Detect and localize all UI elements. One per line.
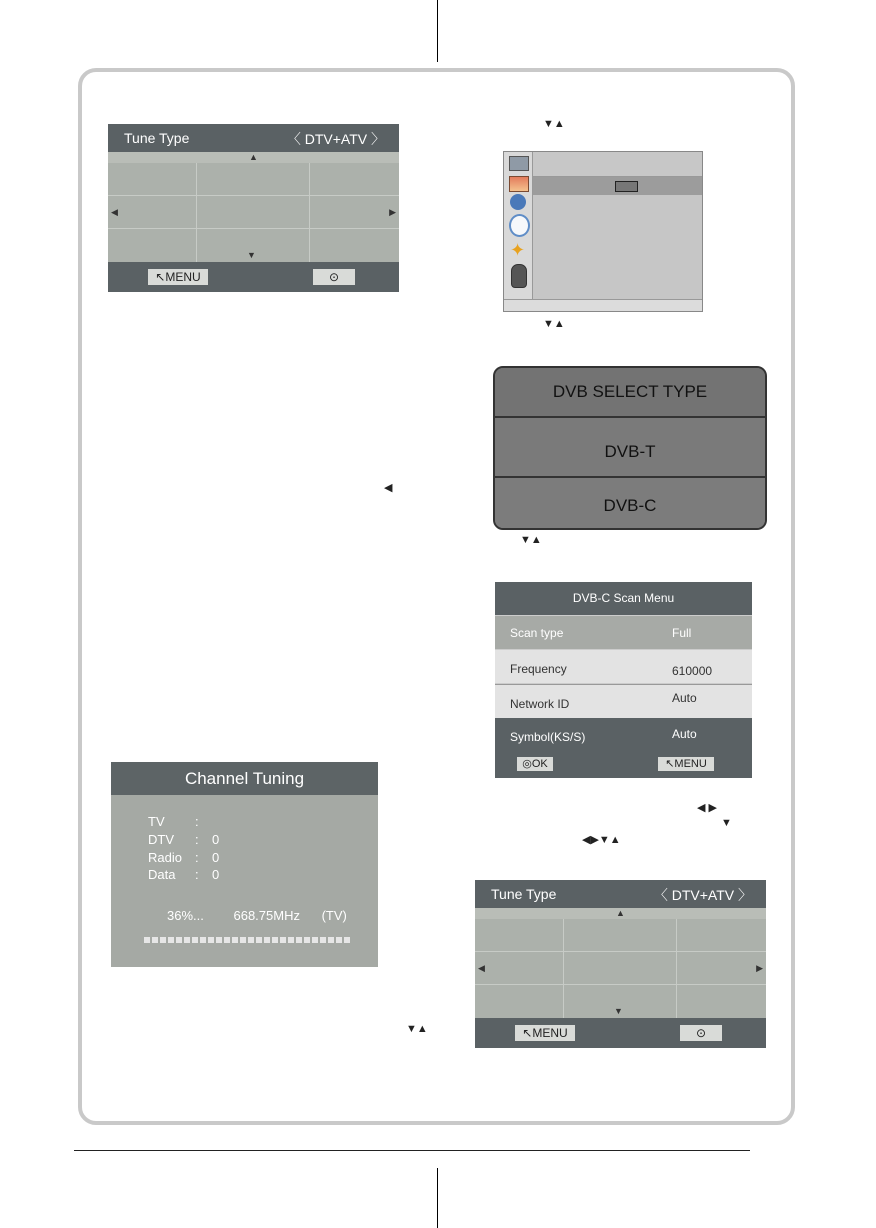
progress-segment: [336, 937, 342, 943]
clock-icon[interactable]: [509, 214, 530, 237]
menu-button[interactable]: ↖MENU: [148, 269, 208, 285]
tune-type-header: [108, 124, 399, 152]
arrow-indicator-4: ▼▲: [406, 1023, 428, 1035]
tune-footer: [475, 1018, 766, 1048]
grid-cell: [197, 163, 310, 196]
scan-row-key: Frequency: [510, 662, 567, 676]
down-arrow-icon[interactable]: ▼: [614, 1006, 623, 1016]
progress-segment: [288, 937, 294, 943]
menu-button[interactable]: ↖MENU: [515, 1025, 575, 1041]
count-tv: [148, 814, 199, 829]
progress-segment: [152, 937, 158, 943]
down-arrow-icon[interactable]: ▼: [247, 250, 256, 260]
ok-icon: ⊙: [328, 270, 340, 284]
channel-tuning-title: Channel Tuning: [111, 762, 378, 795]
scan-row-network-id[interactable]: [495, 684, 752, 718]
menu-label: MENU: [532, 1026, 568, 1040]
grid-cell: [108, 229, 197, 262]
count-colon: :: [195, 850, 199, 865]
count-colon: :: [195, 867, 199, 882]
arrow-indicator-lr: ◀ ▶: [697, 802, 717, 814]
progress-status: [167, 908, 347, 923]
count-value: 0: [212, 850, 220, 865]
progress-frequency: 668.75MHz: [233, 908, 300, 923]
tune-type-header: [475, 880, 766, 908]
progress-segment: [144, 937, 150, 943]
arrow-indicator-3: ▼▲: [520, 534, 542, 546]
menu-title-row: [533, 152, 702, 177]
progress-percent: 36%...: [167, 908, 204, 923]
menu-label: MENU: [674, 758, 707, 770]
left-arrow-icon[interactable]: ◀: [478, 963, 485, 973]
progress-segment: [184, 937, 190, 943]
scan-row-value: 610000: [672, 664, 713, 678]
arrow-indicator-all: ◀▶▼▲: [582, 834, 621, 846]
count-label: TV: [148, 814, 165, 829]
progress-segment: [248, 937, 254, 943]
ok-button[interactable]: [680, 1025, 722, 1041]
channel-tuning-panel: [111, 762, 378, 967]
progress-segment: [328, 937, 334, 943]
arrow-indicator-down: ▼: [721, 817, 732, 829]
grid-cell: [475, 985, 564, 1018]
progress-segment: [264, 937, 270, 943]
count-label: Data: [148, 867, 176, 882]
crop-mark-bottom: [437, 1168, 438, 1228]
right-arrow-icon[interactable]: ▶: [389, 207, 396, 217]
star-icon[interactable]: ✦: [510, 240, 526, 260]
progress-segment: [344, 937, 350, 943]
scan-footer: [495, 752, 752, 778]
menu-label: MENU: [165, 270, 201, 284]
right-arrow-icon[interactable]: ▶: [756, 963, 763, 973]
scan-row-value: Auto: [672, 727, 697, 741]
scroll-up-arrow[interactable]: ▲: [108, 152, 399, 163]
progress-segment: [168, 937, 174, 943]
ok-button[interactable]: ◎OK: [517, 757, 553, 771]
arrow-indicator-2: ▼▲: [543, 318, 565, 330]
progress-segment: [192, 937, 198, 943]
picture-icon[interactable]: [509, 156, 529, 171]
grid-cell: [564, 919, 677, 952]
count-radio: [148, 850, 220, 865]
dvb-select-dialog[interactable]: [493, 366, 767, 530]
progress-segment: [296, 937, 302, 943]
progress-segment: [304, 937, 310, 943]
tune-type-panel-bottom[interactable]: [475, 880, 766, 1048]
count-label: DTV: [148, 832, 174, 847]
tune-type-value[interactable]: 〈 DTV+ATV 〉: [653, 887, 752, 903]
arrow-indicator-left: ◀: [384, 482, 393, 494]
grid-cell: [310, 229, 399, 262]
grid-cell: [475, 952, 564, 985]
progress-segment: [224, 937, 230, 943]
count-data: [148, 867, 220, 882]
grid-cell: [564, 952, 677, 985]
count-value: 0: [212, 867, 220, 882]
scan-row-key: Network ID: [510, 697, 570, 711]
count-colon: :: [195, 832, 199, 847]
progress-bar: [144, 930, 352, 948]
tune-grid: [475, 919, 766, 1018]
tune-type-value[interactable]: 〈 DTV+ATV 〉: [286, 131, 385, 147]
arrow-indicator-1: ▼▲: [543, 118, 565, 130]
tune-type-panel-top[interactable]: [108, 124, 399, 292]
scan-row-scan-type[interactable]: [495, 616, 752, 649]
count-label: Radio: [148, 850, 182, 865]
dvbc-scan-menu[interactable]: [495, 582, 752, 778]
grid-cell: [108, 196, 197, 229]
scan-row-key: Symbol(KS/S): [510, 730, 586, 744]
progress-segment: [272, 937, 278, 943]
progress-segment: [208, 937, 214, 943]
menu-value-box[interactable]: [615, 181, 638, 192]
ok-button[interactable]: [313, 269, 355, 285]
dvb-option-c[interactable]: DVB-C: [495, 478, 765, 528]
progress-segment: [160, 937, 166, 943]
grid-cell: [310, 196, 399, 229]
tune-grid: [108, 163, 399, 262]
grid-cell: [677, 985, 766, 1018]
scan-row-value: Full: [672, 626, 692, 640]
left-arrow-icon[interactable]: ◀: [111, 207, 118, 217]
progress-segment: [232, 937, 238, 943]
progress-segment: [200, 937, 206, 943]
grid-cell: [310, 163, 399, 196]
tune-type-label: Tune Type: [491, 886, 557, 902]
progress-segment: [312, 937, 318, 943]
ok-icon: ⊙: [695, 1026, 707, 1040]
tv-settings-menu[interactable]: [503, 151, 703, 312]
menu-button[interactable]: ↖MENU: [658, 757, 714, 771]
progress-segment: [216, 937, 222, 943]
dvb-option-t[interactable]: DVB-T: [495, 418, 765, 478]
grid-cell: [108, 163, 197, 196]
ok-label: OK: [531, 758, 548, 770]
progress-segment: [240, 937, 246, 943]
scroll-up-arrow[interactable]: ▲: [475, 908, 766, 919]
scan-row-symbol[interactable]: [495, 718, 752, 752]
progress-segment: [256, 937, 262, 943]
image-icon[interactable]: [509, 176, 529, 192]
progress-band: (TV): [321, 908, 347, 923]
crop-mark-top: [437, 0, 438, 62]
count-colon: :: [195, 814, 199, 829]
sound-icon[interactable]: [510, 194, 526, 210]
progress-segment: [280, 937, 286, 943]
scan-row-frequency[interactable]: [495, 650, 752, 683]
grid-cell: [197, 196, 310, 229]
lock-icon[interactable]: [511, 264, 527, 288]
progress-segment: [176, 937, 182, 943]
count-dtv: [148, 832, 220, 847]
progress-segment: [320, 937, 326, 943]
footer-rule: [74, 1150, 750, 1151]
count-value: 0: [212, 832, 220, 847]
grid-cell: [677, 919, 766, 952]
dvb-select-title: DVB SELECT TYPE: [495, 368, 765, 418]
scan-menu-title: DVB-C Scan Menu: [495, 582, 752, 615]
scan-row-key: Scan type: [510, 626, 564, 640]
scan-row-value: Auto: [672, 691, 697, 705]
tune-type-label: Tune Type: [124, 130, 190, 146]
menu-footer: [504, 299, 702, 311]
grid-cell: [475, 919, 564, 952]
tune-footer: [108, 262, 399, 292]
grid-cell: [677, 952, 766, 985]
